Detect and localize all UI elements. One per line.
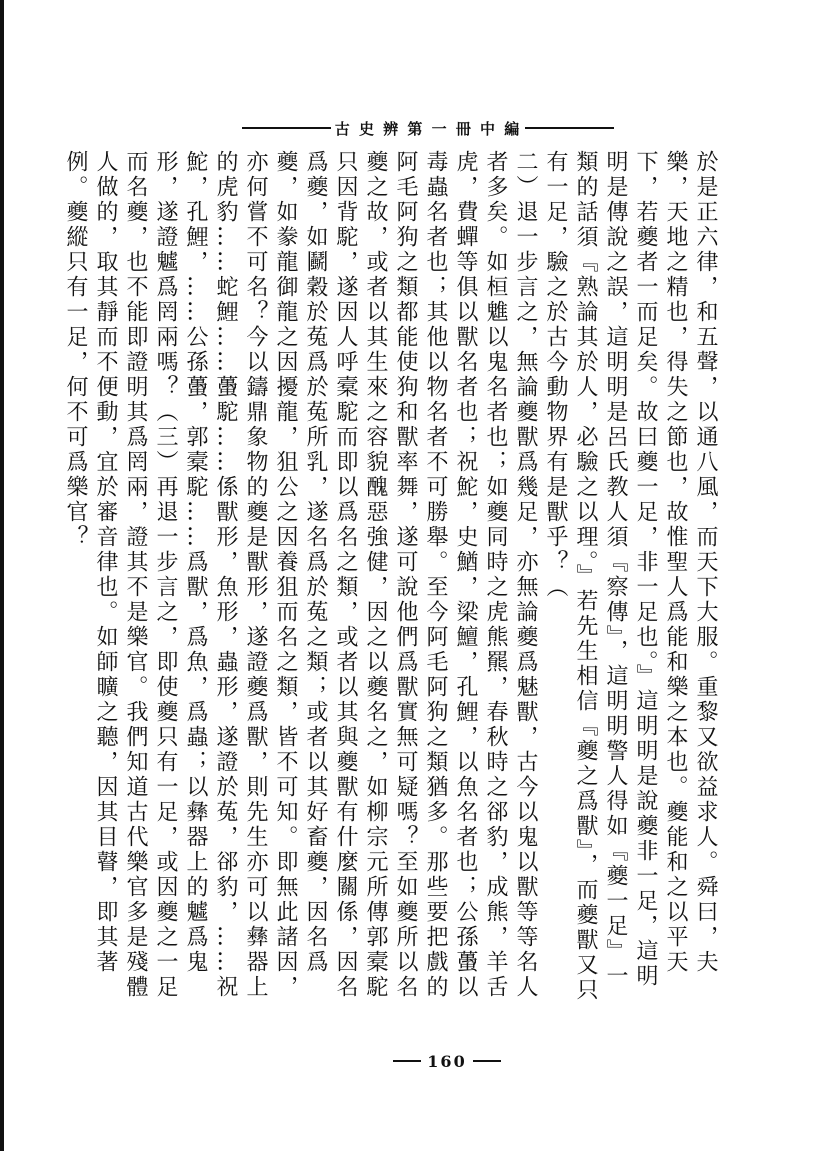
rule-left	[242, 127, 331, 129]
rule-right	[525, 127, 614, 129]
page-number-text: 160	[427, 1051, 467, 1071]
running-head	[238, 118, 618, 138]
folio-rule-right	[473, 1060, 501, 1062]
running-head-text: 古 史 辨 第 一 冊 中 編	[334, 119, 522, 138]
paragraph-2: 二）退一步言之，無論夔獸爲幾足，亦無論夔爲魅獸，古今以鬼以獸等等名人者多矣。如桓魋以鬼名者也；如夔同時之虎熊羆，春秋時之郤豹，成熊，羊舌虎，費蟬等俱以獸名者也；祝鮀，史鰌，梁鱣，孔鯉，以魚名者也；公孫蠆以毒蟲名者也；其他以物名者不可勝舉。至今阿毛阿狗之類猶多。那些要把戲的阿毛阿狗之類都能使狗和獸率舞，遂可說他們爲獸實無可疑嗎？至如夔所以名夔之故，或者以其生來之容貌醜惡強健，因之以夔名之，如柳宗元所傳郭槖駝只因背駝，遂因人呼槖駝而即以爲名之類，或者以其與夔獸有什麼關係，因名爲夔，如鬬穀於菟爲於菟所乳，遂名爲於菟之類；或者以其好畜夔，因名爲夔，如豢龍御龍之因擾龍，狙公之因養狙而名之類，皆不可知。即無此諸因，亦何嘗不可名？今以鑄鼎象物的夔是獸形，遂證夔爲獸，則先生亦可以彝器上的虎豹……蛇鯉……蠆駝……係獸形，魚形，蟲形，遂證於菟，郤豹，……祝鮀，孔鯉，……公孫蠆，郭槖駝……爲獸，爲魚，爲蟲；以彝器上的魖爲鬼形，遂證魖爲罔兩嗎？（三）再退一步言之，即使夔只有一足，或因夔之一足而名夔，也不能即證明其爲罔兩，證其不是樂官。我們知道古代樂官多是殘體人做的，取其靜而不便動，宜於審音律也。如師曠之聽，因其目瞽，即其著例。夔縱只有一足，何不可爲樂官？	[63, 150, 538, 1000]
body-text	[63, 150, 720, 1010]
paragraph-1: 於是正六律，和五聲，以通八風，而天下大服。重黎又欲益求人。舜曰，夫樂，天地之精也，得失之節也，故惟聖人爲能和樂之本也。夔能和之以平天下，若夔者一而足矣。故曰夔一足，非一足也。』這明明是說夔非一足，這明明是傳說之誤，這明明是呂氏教人須『察傳』，這明明警人得如『夔一足』一類的話須『熟論其於人，必驗之以理。』若先生相信『夔之爲獸』，而夔獸又只有一足，驗之於古今動物界有是獸乎？（	[543, 150, 718, 1003]
folio-rule-left	[393, 1060, 421, 1062]
page-edge	[0, 0, 4, 1151]
page-number	[372, 1050, 522, 1072]
